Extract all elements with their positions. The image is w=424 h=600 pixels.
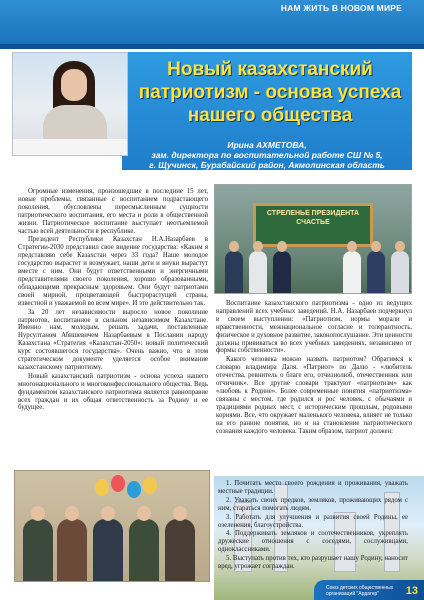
author-name: Ирина АХМЕТОВА, bbox=[227, 140, 307, 150]
veteran-figure bbox=[57, 519, 87, 581]
photo-person bbox=[367, 251, 385, 293]
veteran-figure bbox=[165, 519, 195, 581]
right-column bbox=[216, 300, 412, 436]
patriot-duties-list bbox=[218, 480, 408, 572]
author-place: г. Щучинск, Бурабайский район, Акмолинская область bbox=[149, 160, 385, 170]
portrait-face bbox=[61, 69, 87, 101]
board-line-1: СТРЕЛЕНЬЕ ПРЕЗИДЕНТА bbox=[266, 210, 360, 217]
list-item: 2. Уважать своих предков, земляков, проживающих рядом с ним, стараться помогать людям. bbox=[218, 496, 408, 512]
photo-person bbox=[225, 251, 243, 293]
author-position: зам. директора по воспитательной работе СШ № 5, bbox=[151, 150, 383, 160]
author-portrait bbox=[12, 52, 128, 156]
balloon bbox=[95, 479, 109, 496]
list-item: 1. Почитать место своего рождения и проживания, уважать местные традиции. bbox=[218, 480, 408, 495]
veteran-figure bbox=[23, 519, 53, 581]
photo-person bbox=[273, 251, 291, 293]
list-item: 5. Выступать против тех, кто разрушает нашу Родину, наносит вред, угрожает сограждан. bbox=[218, 555, 408, 571]
body-paragraph: Новый казахстанский патриотизм - основа успеха нашего многонационального и многоконфессионального общества. Ведь фундаментом казахстанского патриотизма является равноправие всех граждан и их общая ответственность за Родину и ее будущее. bbox=[18, 372, 208, 412]
portrait-desk bbox=[13, 139, 128, 156]
publisher-label: Союз детских общественных организаций "Ардагер" bbox=[326, 585, 394, 597]
board-text bbox=[259, 209, 367, 227]
photo-person bbox=[249, 251, 267, 293]
body-paragraph: Какого человека можно назвать патриотом? Обратимся к словарю владимира Даля. «Патриот» по Далю - «любитель отечества, ревнитель о благе его, отчизнолюб, отечественник или отчичник». Все другие словари трактуют «патриотизм» как «любовь к Родине». Более современные понятия «патриотизма» связаны с местом, где родился и рос человек, с обычаями и традициями родных мест, с историческим прошлым, родовыми корнями. Все, что окружает маленького человека, влияет не только на его ранние понятия, но и на становление патриотического сознания каждого человека. Таким образом, патриот должен: bbox=[216, 356, 412, 435]
list-item: 4. Поддерживать земляков и соотечественников, укреплять дружеские отношения с соседями, сослуживцами, одноклассниками. bbox=[218, 530, 408, 554]
balloon bbox=[111, 475, 125, 492]
classroom-photo bbox=[214, 184, 412, 294]
left-column bbox=[18, 188, 208, 413]
band-stripe bbox=[0, 44, 424, 49]
photo-person bbox=[391, 251, 409, 293]
veterans-photo bbox=[14, 470, 210, 582]
photo-person bbox=[343, 251, 361, 293]
board-line-2: СЧАСТЬЕ bbox=[296, 219, 330, 226]
body-paragraph: Воспитание казахстанского патриотизма - одно из ведущих направлений всех учебных заведений. Н.А. Назарбаев подчеркнул в своем выступлении: «Патриотизм, нормы морали и нравственности, межнациональное согласие и толерантность, физическое и духовное развитие, законопослушание. Эти ценности должны прививаться во всех учебных заведениях, независимо от формы собственности». bbox=[216, 300, 412, 355]
list-item: 3. Работать для улучшения и развития своей Родины, ее озеленения, благоустройства. bbox=[218, 513, 408, 529]
rubric-label: НАМ ЖИТЬ В НОВОМ МИРЕ bbox=[280, 3, 402, 13]
balloon bbox=[127, 481, 141, 498]
page-number: 13 bbox=[405, 585, 418, 597]
body-paragraph: За 20 лет независимости выросло новое поколение патриотов, воспитанное в сильном независимом Казахстане. Именно нам, молодым, решать задачи, поставленные Нурсултаном Абишевичем Назарбаевым в Послании народу Казахстана «Стратегия «Казахстан-2050»: новый политический курс состоявшегося государства». Очень важно, что в этом стратегическом документе уделяется особое внимание казахстанскому патриотизму. bbox=[18, 308, 208, 371]
veteran-figure bbox=[129, 519, 159, 581]
body-paragraph: Огромные изменения, произошедшие в последние 15 лет, новые проблемы, связанные с воспитанием подрастающего поколения, обусловлены пересмысленным сущности патриотического воспитания, его места и роли в общественной жизни. Патриотическое воспитание выступает неотъемлемой частью всей деятельности в республике. bbox=[18, 188, 208, 235]
veteran-figure bbox=[93, 519, 123, 581]
body-paragraph: Президент Республики Казахстан Н.А.Назарбаев в Стратегии-2030 представил свое видение государства: «Каким я представляю себе Казахстан через 33 года? Наше молодое государство вырастет и возмужает, наши дети и внуки вырастут вместе с ним. Они будут ответственными и энергичными представителями своего поколения, хорошо образованными, обладающими прекрасным здоровьем. Они будут патриотами своей мирной, процветающей быстрорастущей страны, известной и уважаемой во всем мире». И это действительно так. bbox=[18, 236, 208, 307]
author-block bbox=[122, 140, 412, 170]
article-title: Новый казахстанский патриотизм - основа успеха нашего общества bbox=[138, 59, 402, 126]
balloon bbox=[143, 477, 157, 494]
